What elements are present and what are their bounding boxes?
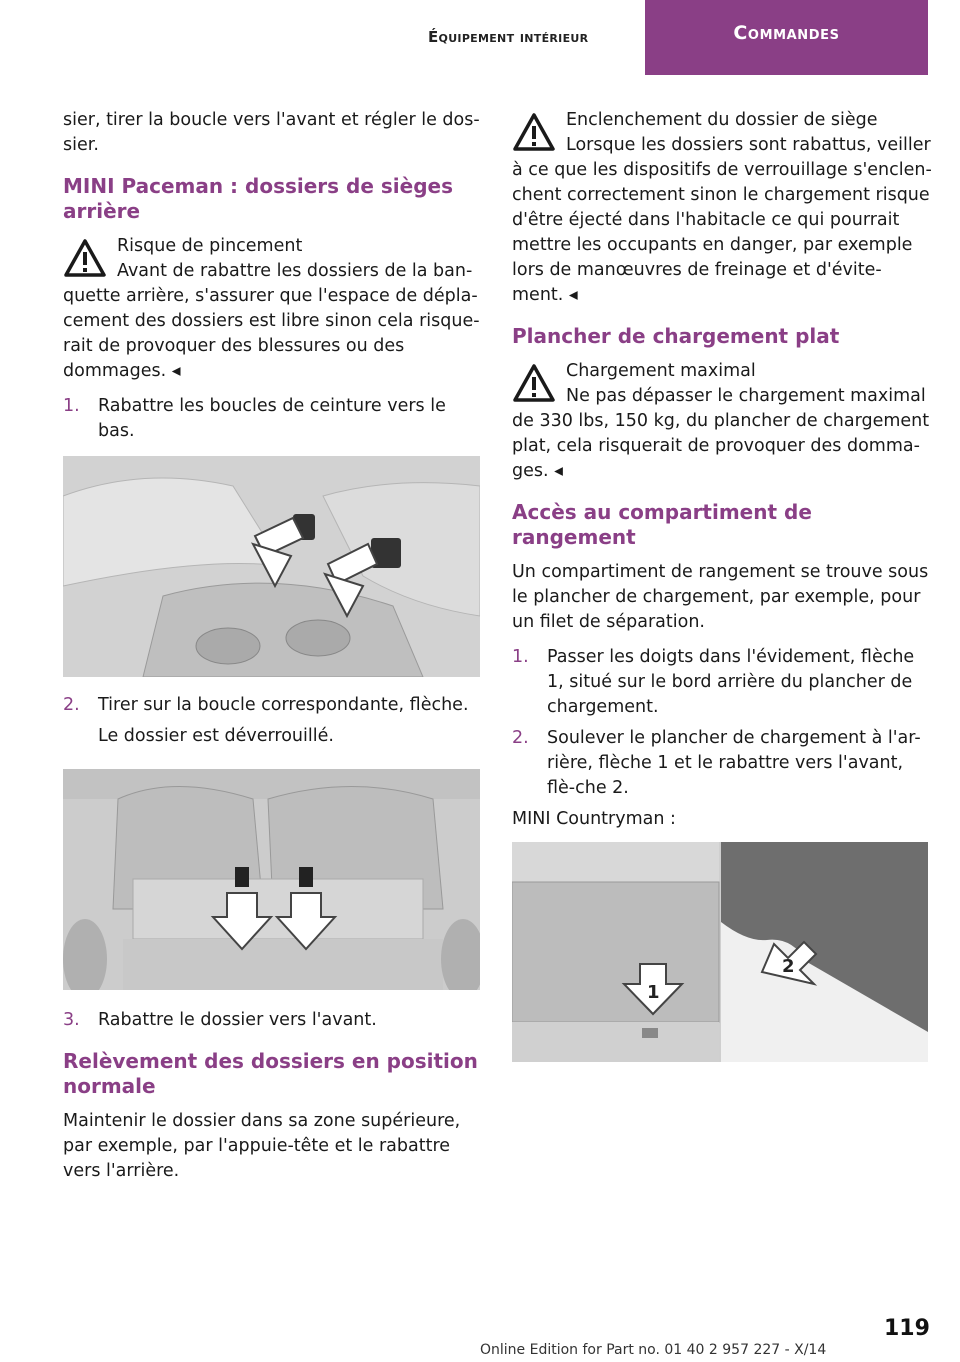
warning-latch-title: Enclenchement du dossier de siège bbox=[566, 110, 878, 130]
access-step-1 bbox=[512, 645, 932, 720]
heading-paceman: MINI Paceman : dossiers de sièges arrière bbox=[63, 174, 453, 223]
access-step-1-text: Passer les doigts dans l'évidement, flèche 1, situé sur le bord arrière du plancher de chargement. bbox=[547, 647, 915, 717]
access-step-2-text: Soulever le plancher de chargement à l'ar-rière, flèche 1 et le rabattre vers l'avant, flè-che 2. bbox=[547, 728, 921, 798]
chapter-tab-label: Commandes bbox=[733, 22, 840, 44]
photo-seat-buckles bbox=[63, 456, 480, 677]
countryman-label: MINI Countryman : bbox=[512, 809, 676, 829]
warning-pinch-title: Risque de pincement bbox=[117, 236, 303, 256]
step-3-text: Rabattre le dossier vers l'avant. bbox=[98, 1010, 377, 1030]
step-2-text: Tirer sur la boucle correspondante, flèche. bbox=[98, 695, 469, 715]
chapter-tab bbox=[645, 0, 928, 75]
access-step-2-num: 2. bbox=[512, 728, 529, 748]
section-label: Équipement intérieur bbox=[428, 28, 589, 46]
heading-storage-access: Accès au compartiment de rangement bbox=[512, 500, 812, 549]
return-text: Maintenir le dossier dans sa zone supérieure, par exemple, par l'appuie-tête et le rabattre vers l'arrière. bbox=[63, 1111, 461, 1181]
access-text: Un compartiment de rangement se trouve sous le plancher de chargement, par exemple, pour un filet de séparation. bbox=[512, 562, 929, 632]
warning-icon bbox=[63, 236, 107, 280]
photo-seat-buckles-drawing bbox=[63, 456, 480, 677]
arrow-2-label: 2 bbox=[782, 956, 795, 977]
photo-rear-seats-drawing bbox=[63, 769, 480, 990]
page-number: 119 bbox=[884, 1316, 930, 1341]
warning-load bbox=[512, 359, 932, 484]
access-step-2 bbox=[512, 726, 932, 801]
step-2 bbox=[63, 693, 483, 718]
warning-icon bbox=[512, 110, 556, 154]
left-column bbox=[63, 108, 483, 1194]
heading-return: Relèvement des dossiers en position normale bbox=[63, 1049, 478, 1098]
warning-icon bbox=[512, 361, 556, 405]
photo-cargo-floor bbox=[512, 842, 928, 1062]
edition-footer: Online Edition for Part no. 01 40 2 957 227 - X/14 bbox=[480, 1342, 827, 1358]
step-1-text: Rabattre les boucles de ceinture vers le bas. bbox=[98, 396, 446, 441]
photo-cargo-floor-drawing bbox=[512, 842, 928, 1062]
step-2-num: 2. bbox=[63, 695, 80, 715]
step-1-num: 1. bbox=[63, 396, 80, 416]
warning-load-title: Chargement maximal bbox=[566, 361, 756, 381]
warning-pinch bbox=[63, 234, 483, 384]
access-step-1-num: 1. bbox=[512, 647, 529, 667]
warning-pinch-text: Avant de rabattre les dossiers de la ban-quette arrière, s'assurer que l'espace de dépla-cement des dossiers est libre sinon cela risque-rait de provoquer des blessures ou des dommages. ◂ bbox=[63, 261, 480, 381]
continued-text: sier, tirer la boucle vers l'avant et régler le dos-sier. bbox=[63, 110, 480, 155]
step-3-num: 3. bbox=[63, 1010, 80, 1030]
warning-load-text: Ne pas dépasser le chargement maximal de 330 lbs, 150 kg, du plancher de chargement plat, cela risquerait de provoquer des domma-ges. ◂ bbox=[512, 386, 930, 481]
photo-rear-seats bbox=[63, 769, 480, 990]
step-1 bbox=[63, 394, 483, 444]
arrow-1-label: 1 bbox=[647, 982, 660, 1003]
heading-flat-floor: Plancher de chargement plat bbox=[512, 324, 840, 348]
warning-latch-text: Lorsque les dossiers sont rabattus, veiller à ce que les dispositifs de verrouillage s'enclen-chent correctement sinon le chargement risque d'être éjecté dans l'habitacle ce qui pourrait mettre les occupants en danger, par exemple lors de manœuvres de freinage et d'évite-ment. ◂ bbox=[512, 135, 932, 305]
right-column bbox=[512, 108, 932, 1062]
step-2-note: Le dossier est déverrouillé. bbox=[98, 726, 334, 746]
warning-latch bbox=[512, 108, 932, 308]
step-3 bbox=[63, 1008, 483, 1033]
